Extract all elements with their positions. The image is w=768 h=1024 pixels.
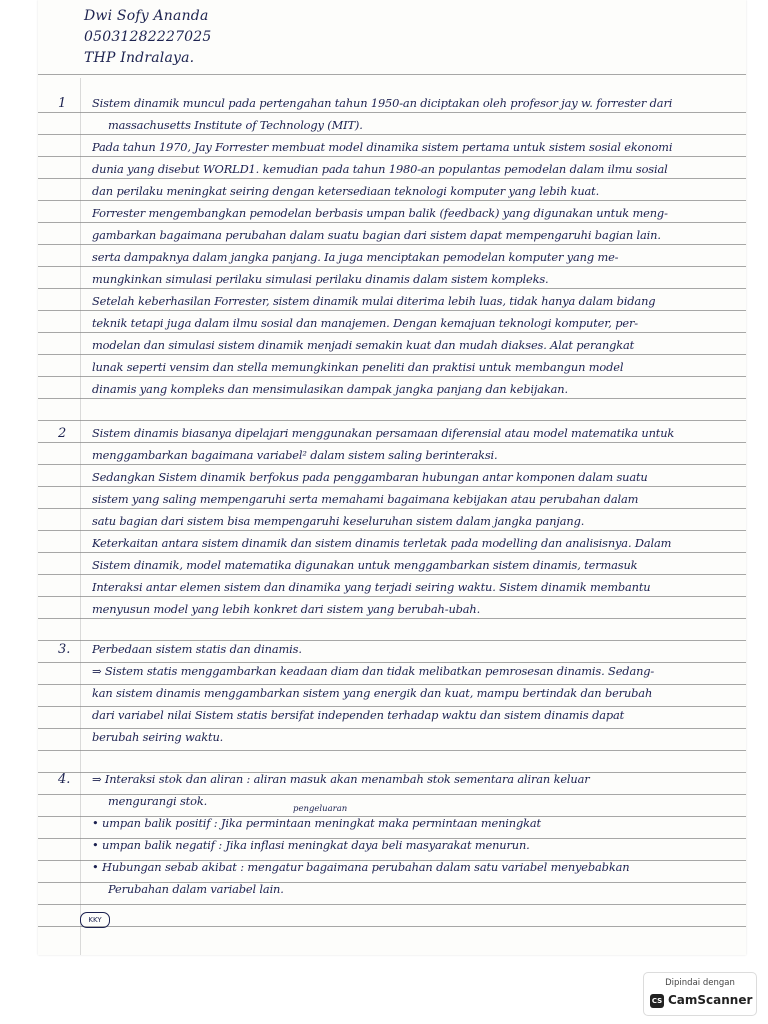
camscanner-watermark [643,972,757,1016]
ruled-line [38,134,746,135]
answer-4-line: Perubahan dalam variabel lain. [108,882,284,896]
ruled-line [38,706,746,707]
ruled-line [38,310,746,311]
answer-1-line: Setelah keberhasilan Forrester, sistem dinamik mulai diterima lebih luas, tidak hanya dalam bidang [92,294,656,308]
ruled-line [38,200,746,201]
answer-1-line: teknik tetapi juga dalam ilmu sosial dan manajemen. Dengan kemajuan teknologi komputer, per- [92,316,638,330]
answer-1-line: massachusetts Institute of Technology (MIT). [108,118,363,132]
ruled-line [38,266,746,267]
answer-number-2: 2 [58,426,67,441]
ruled-line [38,376,746,377]
ruled-line [38,156,746,157]
answer-4-line: • Hubungan sebab akibat : mengatur bagaimana perubahan dalam satu variabel menyebabkan [92,860,630,874]
answer-2-line: Sistem dinamik, model matematika digunakan untuk menggambarkan sistem dinamis, termasuk [92,558,638,572]
answer-3-line: berubah seiring waktu. [92,730,224,744]
answer-1-line: serta dampaknya dalam jangka panjang. Ia juga menciptakan pemodelan komputer yang me- [92,250,619,264]
answer-1-line: dinamis yang kompleks dan mensimulasikan dampak jangka panjang dan kebijakan. [92,382,568,396]
ruled-line [38,244,746,245]
answer-2-line: Interaksi antar elemen sistem dan dinamika yang terjadi seiring waktu. Sistem dinamik membantu [92,580,651,594]
answer-1-line: modelan dan simulasi sistem dinamik menjadi semakin kuat dan mudah diakses. Alat perangkat [92,338,635,352]
answer-2-line: Sedangkan Sistem dinamik berfokus pada penggambaran hubungan antar komponen dalam suatu [92,470,648,484]
ruled-line [38,398,746,399]
ruled-line [38,618,746,619]
student-id: 05031282227025 [84,29,212,45]
scanner-caption: Dipindai dengan [665,978,735,988]
answer-4-line: • umpan balik positif : Jika permintaan meningkat maka permintaan meningkat [92,816,541,830]
answer-1-line: mungkinkan simulasi perilaku simulasi perilaku dinamis dalam sistem kompleks. [92,272,549,286]
answer-number-3: 3. [58,642,71,657]
ruled-line [38,74,746,75]
notebook-page [38,0,746,955]
ruled-line [38,288,746,289]
ruled-line [38,178,746,179]
answer-3-line: ⇒ Sistem statis menggambarkan keadaan diam dan tidak melibatkan pemrosesan dinamis. Sedang- [92,664,655,678]
ruled-line [38,926,746,927]
answer-4-insertion: pengeluaran [293,804,348,814]
answer-3-line: dari variabel nilai Sistem statis bersifat independen terhadap waktu dan sistem dinamis dapat [92,708,625,722]
answer-2-line: sistem yang saling mempengaruhi serta memahami bagaimana kebijakan atau perubahan dalam [92,492,639,506]
study-program: THP Indralaya. [84,50,195,66]
ruled-line [38,904,746,905]
answer-2-line: Sistem dinamis biasanya dipelajari menggunakan persamaan diferensial atau model matematika untuk [92,426,675,440]
answer-1-line: Pada tahun 1970, Jay Forrester membuat model dinamika sistem pertama untuk sistem sosial ekonomi [92,140,673,154]
ruled-line [38,552,746,553]
answer-4-line: ⇒ Interaksi stok dan aliran : aliran masuk akan menambah stok sementara aliran keluar [92,772,590,786]
scanner-name: CamScanner [668,993,753,1007]
answer-3-heading: Perbedaan sistem statis dan dinamis. [92,642,302,656]
ruled-line [38,574,746,575]
answer-1-line: Forrester mengembangkan pemodelan berbasis umpan balik (feedback) yang digunakan untuk meng- [92,206,668,220]
ruled-line [38,112,746,113]
ruled-line [38,684,746,685]
answer-2-line: menyusun model yang lebih konkret dari sistem yang berubah-ubah. [92,602,481,616]
ruled-line [38,442,746,443]
ruled-line [38,332,746,333]
answer-number-1: 1 [58,96,67,111]
ruled-line [38,354,746,355]
answer-2-line: Keterkaitan antara sistem dinamik dan sistem dinamis terletak pada modelling dan analisisnya. Dalam [92,536,672,550]
ruled-line [38,530,746,531]
ruled-line [38,420,746,421]
margin-line [80,78,81,955]
answer-1-line: dunia yang disebut WORLD1. kemudian pada tahun 1980-an populantas pemodelan dalam ilmu sosial [92,162,668,176]
student-name: Dwi Sofy Ananda [84,8,209,24]
answer-4-line: • umpan balik negatif : Jika inflasi meningkat daya beli masyarakat menurun. [92,838,530,852]
camscanner-logo-icon: CS [650,994,664,1008]
ruled-line [38,640,746,641]
answer-1-line: lunak seperti vensim dan stella memungkinkan peneliti dan praktisi untuk membangun model [92,360,624,374]
ruled-line [38,486,746,487]
ruled-line [38,222,746,223]
ruled-line [38,662,746,663]
ruled-line [38,464,746,465]
ruled-line [38,750,746,751]
ruled-line [38,596,746,597]
answer-4-line: mengurangi stok. [108,794,208,808]
answer-1-line: Sistem dinamik muncul pada pertengahan tahun 1950-an diciptakan oleh profesor jay w. forrester dari [92,96,673,110]
answer-2-line: satu bagian dari sistem bisa mempengaruhi keseluruhan sistem dalam jangka panjang. [92,514,585,528]
answer-1-line: dan perilaku meningkat seiring dengan ketersediaan teknologi komputer yang lebih kuat. [92,184,600,198]
ruled-line [38,728,746,729]
answer-3-line: kan sistem dinamis menggambarkan sistem yang energik dan kuat, mampu bertindak dan berubah [92,686,653,700]
answer-2-line: menggambarkan bagaimana variabel² dalam sistem saling berinteraksi. [92,448,498,462]
ruled-line [38,508,746,509]
answer-number-4: 4. [58,772,71,787]
footer-mark: KKY [80,912,110,928]
answer-1-line: gambarkan bagaimana perubahan dalam suatu bagian dari sistem dapat mempengaruhi bagian lain. [92,228,661,242]
